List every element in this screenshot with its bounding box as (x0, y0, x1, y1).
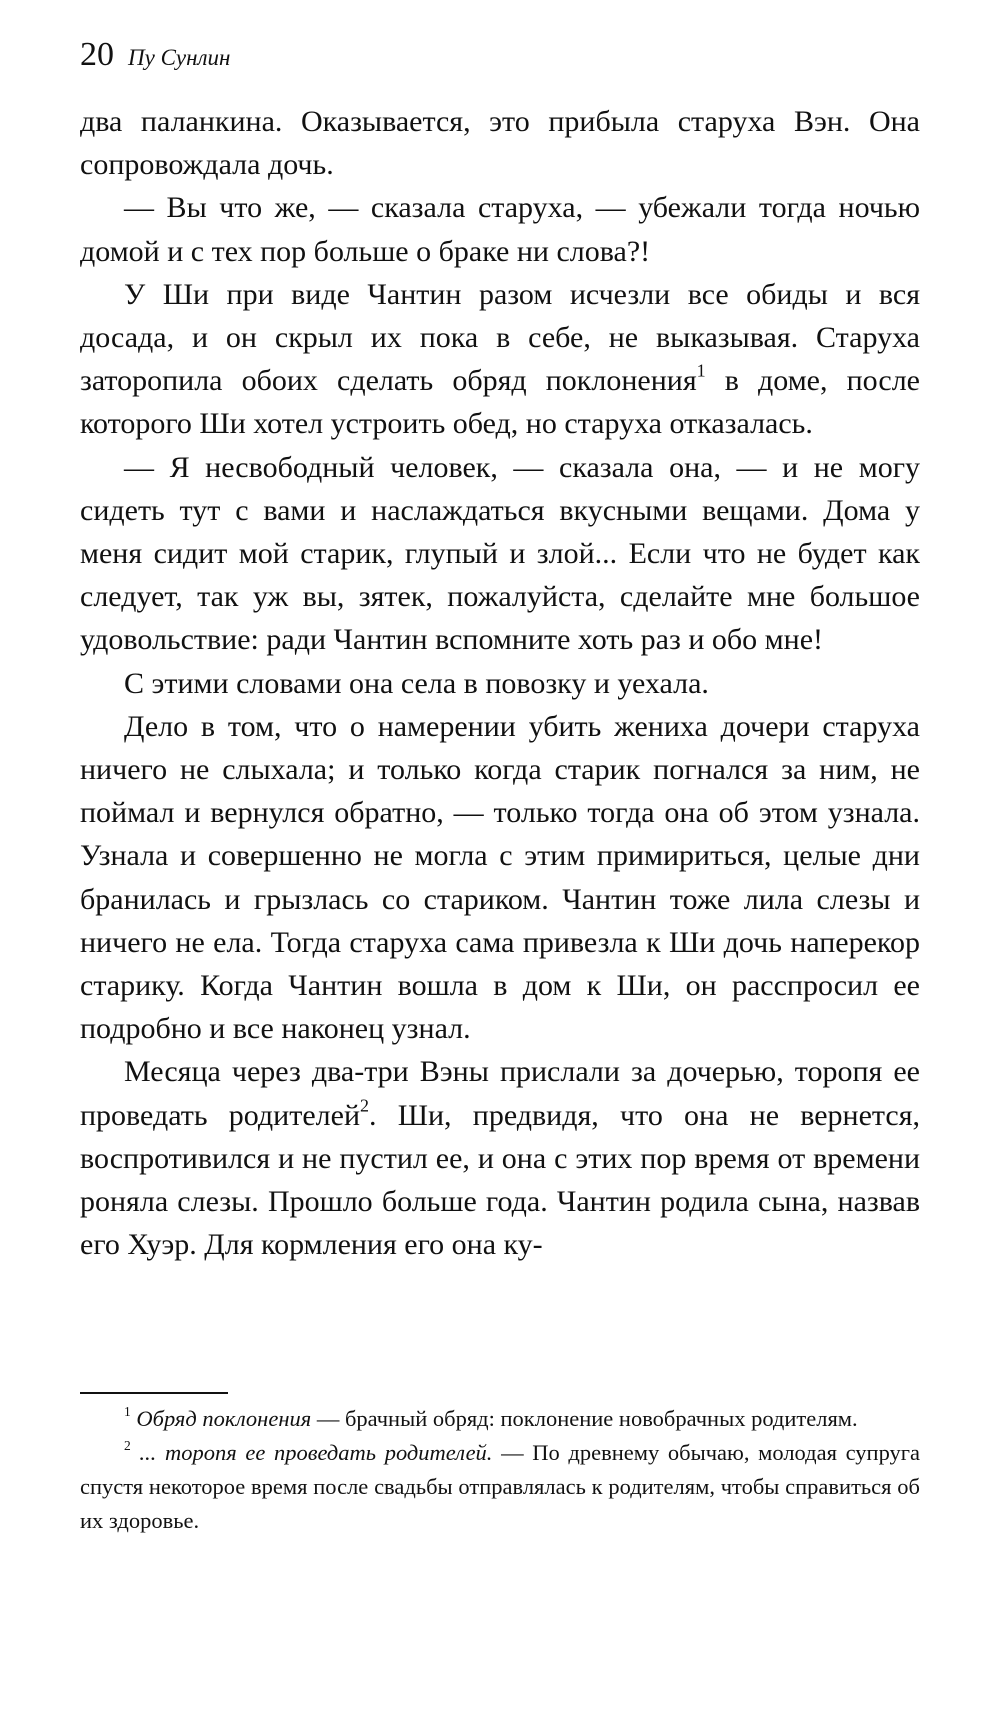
footnote-ref: 1 (696, 360, 706, 381)
footnote-text: — брачный обряд: поклонение новобрачных родителям. (311, 1406, 858, 1431)
paragraph: Дело в том, что о намерении убить жениха дочери старуха ничего не слыхала; и только когда старик погнался за ним, не поймал и вернулся обратно, — только тогда она об этом узнала. Узнала и совершенно не могла с этим примириться, целые дни бранилась и грызлась со стариком. Чантин тоже лила слезы и ничего не ела. Тогда старуха сама привезла к Ши дочь наперекор старику. Когда Чантин вошла в дом к Ши, он расспросил ее подробно и все наконец узнал. (80, 709, 920, 1046)
paragraph: — Вы что же, — сказала старуха, — убежали тогда ночью домой и с тех пор больше о браке ни слова?! (80, 191, 920, 268)
footnote-term: Обряд поклонения (136, 1406, 312, 1431)
paragraph (80, 1050, 920, 1266)
footnote-text: — По древнему обычаю, молодая супруга спустя некоторое время после свадьбы отправлялась к родителям, чтобы справиться об их здоровье. (80, 1440, 920, 1533)
paragraph-text: в доме, после которого Ши хотел устроить обед, но старуха отказалась. (80, 364, 920, 441)
paragraph (80, 273, 920, 446)
footnote (80, 1402, 920, 1436)
footnotes (80, 1402, 920, 1538)
footnote-mark: 1 (124, 1403, 131, 1419)
paragraph: два паланкина. Оказывается, это прибыла старуха Вэн. Она сопровождала дочь. (80, 105, 920, 182)
paragraph-prefix: У (124, 277, 146, 311)
paragraph-text: . Ши, предвидя, что она не вернется, воспротивился и не пустил ее, и она с этих пор время от времени роняла слезы. Прошло больше года. Чантин родила сына, назвав его Хуэр. Для кормления его она ку- (80, 1098, 921, 1262)
paragraph: — Я несвободный человек, — сказала она, — и не могу сидеть тут с вами и наслаждаться вкусными вещами. Дома у меня сидит мой старик, глупый и злой... Если что не будет как следует, так уж вы, зятек, пожалуйста, сделайте мне большое удовольствие: ради Чантин вспомните хоть раз и обо мне! (80, 450, 920, 657)
paragraph-text: Ши при виде Чантин разом исчезли все обиды и вся досада, и он скрыл их пока в себе, не выказывая. Старуха заторопила обоих сделать обряд поклонения (80, 277, 921, 398)
page-number: 20 (80, 36, 114, 73)
main-text (80, 100, 920, 1266)
footnote-divider (80, 1392, 228, 1394)
footnote-mark: 2 (124, 1437, 131, 1453)
footnote (80, 1436, 920, 1538)
running-header (80, 38, 230, 72)
footnote-ref: 2 (360, 1095, 370, 1116)
running-header-author: Пу Сунлин (128, 45, 231, 70)
paragraph: С этими словами она села в повозку и уехала. (124, 666, 709, 700)
footnote-term: ... торопя ее проведать родителей. (139, 1440, 493, 1465)
paragraph-text: Месяца через два-три Вэны прислали за дочерью, торопя ее проведать родителей (80, 1055, 920, 1132)
